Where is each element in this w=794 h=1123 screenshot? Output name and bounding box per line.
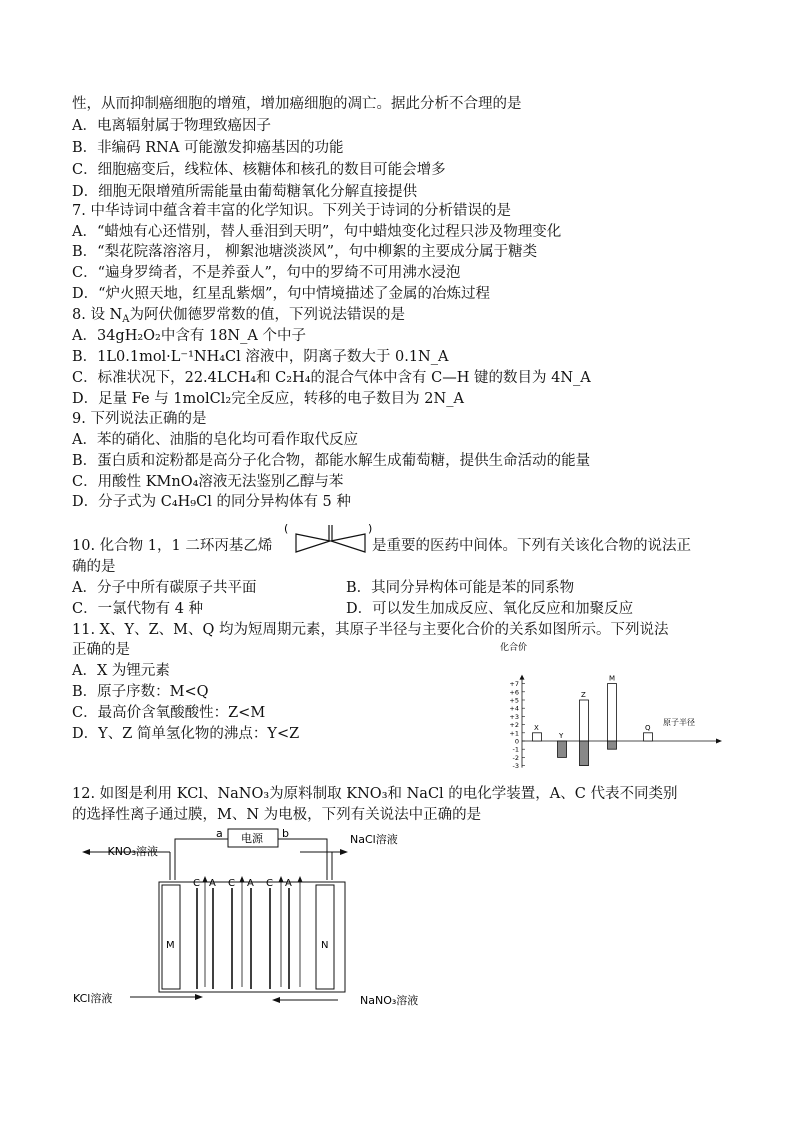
electrode-m xyxy=(162,885,180,989)
q11-option-a: A．X 为锂元素 xyxy=(72,663,170,679)
chart-labels xyxy=(534,675,651,740)
right-outlet-arrow xyxy=(340,849,348,855)
q11-stem-part2: 正确的是 xyxy=(72,642,130,658)
terminal-b-label: b xyxy=(282,827,289,840)
chart-bar-positive-Q xyxy=(644,733,653,741)
svg-text:(: ( xyxy=(284,522,289,535)
q6-option-a: A．电离辐射属于物理致癌因子 xyxy=(72,118,271,134)
membrane-label: C xyxy=(266,878,273,889)
wire-b xyxy=(278,839,327,880)
svg-text:): ) xyxy=(368,522,373,535)
chart-y-tick-label: +2 xyxy=(509,721,519,730)
chart-y-tick-label: +6 xyxy=(509,688,519,697)
chart-bar-negative-Y xyxy=(558,741,567,757)
left-outlet-label: KNO₃溶液 xyxy=(107,845,158,858)
q9-option-a: A．苯的硝化、油脂的皂化均可看作取代反应 xyxy=(72,432,358,448)
membrane-label: A xyxy=(285,878,292,889)
left-inlet-label: KCl溶液 xyxy=(73,992,113,1005)
q10-option-c: C．一氯代物有 4 种 xyxy=(72,601,204,617)
q6-stem-tail: 性，从而抑制癌细胞的增殖，增加癌细胞的凋亡。据此分析不合理的是 xyxy=(72,96,522,112)
right-outlet-label: NaCl溶液 xyxy=(350,833,398,846)
chart-y-tick-label: 0 xyxy=(514,737,519,746)
chart-y-tick-label: +5 xyxy=(509,696,519,705)
q8-stem: 8. 设 $N_A$为阿伏伽德罗常数的值，下列说法错误的是 xyxy=(72,307,405,325)
q6-option-b: B．非编码 RNA 可能激发抑癌基因的功能 xyxy=(72,140,344,156)
q7-option-b: B．“梨花院落溶溶月， 柳絮池塘淡淡风”，句中柳絮的主要成分属于糖类 xyxy=(72,244,538,260)
electrode-n xyxy=(316,885,334,989)
chart-y-tick-label: +3 xyxy=(509,712,519,721)
electrode-m-label: M xyxy=(166,940,175,951)
q8-option-a: A．34gH₂O₂中含有 18N_A 个中子 xyxy=(72,328,306,344)
membrane-label: A xyxy=(209,878,216,889)
membrane-label: C xyxy=(228,878,235,889)
power-supply-label: 电源 xyxy=(241,832,263,845)
q11-option-d: D．Y、Z 简单氢化物的沸点：Y<Z xyxy=(72,726,300,742)
q9-stem: 9. 下列说法正确的是 xyxy=(72,411,207,427)
right-inlet-label: NaNO₃溶液 xyxy=(360,994,419,1007)
chart-bar-positive-M xyxy=(608,684,617,741)
q6-option-c: C．细胞癌变后，线粒体、核糖体和核孔的数目可能会增多 xyxy=(72,162,446,178)
q9-option-d: D．分子式为 C₄H₉Cl 的同分异构体有 5 种 xyxy=(72,494,351,510)
electrochemical-apparatus-diagram xyxy=(70,822,470,1017)
q7-stem: 7. 中华诗词中蕴含着丰富的化学知识。下列关于诗词的分析错误的是 xyxy=(72,203,511,219)
q10-stem-part1: 10. 化合物 1，1 二环丙基乙烯 xyxy=(72,538,273,554)
q11-stem-part1: 11. X、Y、Z、M、Q 均为短周期元素，其原子半径与主要化合价的关系如图所示。下列说法 xyxy=(72,622,669,638)
chart-bar-negative-Z xyxy=(580,741,589,766)
q7-option-d: D．“炉火照天地，红星乱紫烟”，句中情境描述了金属的冶炼过程 xyxy=(72,286,490,302)
valence-radius-chart xyxy=(498,640,728,775)
chart-x-axis-label: 原子半径 xyxy=(663,718,695,727)
chart-y-tick-label: -3 xyxy=(512,762,519,771)
chart-bars xyxy=(533,684,653,766)
chart-category-label-Q: Q xyxy=(645,723,651,732)
q12-stem-part2: 的选择性离子通过膜，M、N 为电极，下列有关说法中正确的是 xyxy=(72,807,482,823)
q10-stem-part2: 是重要的医药中间体。下列有关该化合物的说法正 xyxy=(372,538,691,554)
q10-option-d: D．可以发生加成反应、氧化反应和加聚反应 xyxy=(346,601,634,617)
membranes xyxy=(193,876,303,989)
q8-option-c: C．标准状况下，22.4LCH₄和 C₂H₄的混合气体中含有 C—H 键的数目为 4N_A xyxy=(72,370,591,386)
dicyclopropylethylene-structure xyxy=(284,522,374,562)
chart-bar-negative-M xyxy=(608,741,617,749)
membrane-label: C xyxy=(193,878,200,889)
q10-stem-part3: 确的是 xyxy=(72,559,116,575)
chart-y-tick-label: +1 xyxy=(509,729,519,738)
wire-a xyxy=(175,839,228,880)
q9-option-b: B．蛋白质和淀粉都是高分子化合物，都能水解生成葡萄糖，提供生命活动的能量 xyxy=(72,453,591,469)
q12-stem-part1: 12. 如图是利用 KCl、NaNO₃为原料制取 KNO₃和 NaCl 的电化学装置，A、C 代表不同类别 xyxy=(72,786,678,802)
chart-y-tick-label: -2 xyxy=(512,753,519,762)
chart-category-label-M: M xyxy=(609,674,616,683)
q8-option-d: D．足量 Fe 与 1molCl₂完全反应，转移的电子数目为 2N_A xyxy=(72,391,464,407)
chart-category-label-X: X xyxy=(534,723,539,732)
chart-ticks xyxy=(509,680,525,770)
chart-y-tick-label: -1 xyxy=(512,745,519,754)
terminal-a-label: a xyxy=(216,827,223,840)
q10-option-a: A．分子中所有碳原子共平面 xyxy=(72,580,257,596)
chart-category-label-Z: Z xyxy=(581,691,586,699)
chart-y-tick-label: +7 xyxy=(509,680,519,689)
chart-y-tick-label: +4 xyxy=(509,704,519,713)
q6-option-d: D．细胞无限增殖所需能量由葡萄糖氧化分解直接提供 xyxy=(72,184,418,200)
chart-title: 化合价 xyxy=(500,643,528,653)
membrane-label: A xyxy=(247,878,254,889)
q11-option-b: B．原子序数：M<Q xyxy=(72,684,209,700)
q7-option-a: A．“蜡烛有心还惜别，替人垂泪到天明”，句中蜡烛变化过程只涉及物理变化 xyxy=(72,224,562,240)
chart-category-label-Y: Y xyxy=(559,732,564,740)
chart-bar-positive-Z xyxy=(580,700,589,741)
q10-option-b: B．其同分异构体可能是苯的同系物 xyxy=(346,580,575,596)
q11-option-c: C．最高价含氧酸酸性：Z<M xyxy=(72,705,266,721)
chart-bar-positive-X xyxy=(533,733,542,741)
q9-option-c: C．用酸性 KMnO₄溶液无法鉴别乙醇与苯 xyxy=(72,474,344,490)
electrode-n-label: N xyxy=(321,940,329,951)
q8-option-b: B．1L0.1mol·L⁻¹NH₄Cl 溶液中，阴离子数大于 0.1N_A xyxy=(72,349,449,365)
q7-option-c: C．“遍身罗绮者，不是养蚕人”，句中的罗绮不可用沸水浸泡 xyxy=(72,265,461,281)
